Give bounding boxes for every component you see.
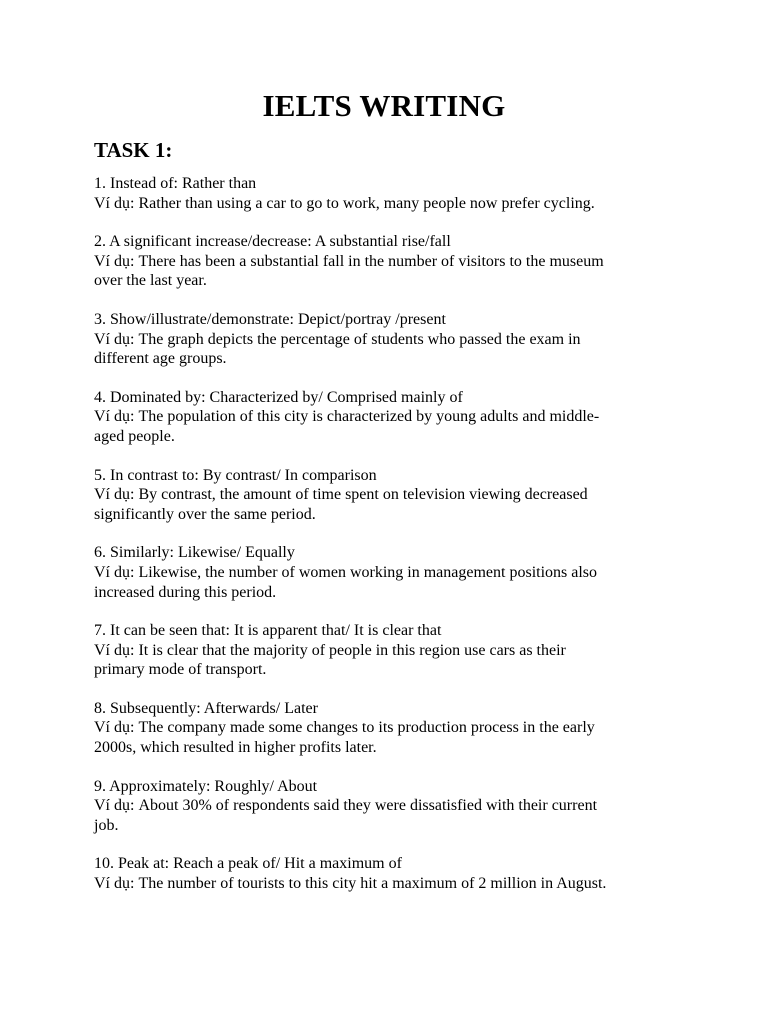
entry-heading: 5. In contrast to: By contrast/ In comparison <box>94 466 377 484</box>
entry-heading: 3. Show/illustrate/demonstrate: Depict/portray /present <box>94 310 446 328</box>
document-title: IELTS WRITING <box>262 88 506 123</box>
example-text: The number of tourists to this city hit a maximum of 2 million in August. <box>138 875 607 893</box>
example-label: Ví dụ: <box>94 875 135 893</box>
entry-heading: 8. Subsequently: Afterwards/ Later <box>94 699 318 717</box>
list-item <box>94 854 694 893</box>
entry-example-line <box>94 485 694 505</box>
entry-example-line <box>94 796 694 816</box>
entry-heading: 6. Similarly: Likewise/ Equally <box>94 544 295 562</box>
example-label: Ví dụ: <box>94 563 135 581</box>
example-text: The company made some changes to its production process in the early <box>138 719 595 737</box>
example-text: It is clear that the majority of people in this region use cars as their <box>138 641 566 659</box>
section-heading: TASK 1: <box>94 138 173 162</box>
entry-example-line <box>94 194 694 214</box>
entry-example-line <box>94 641 694 661</box>
list-item <box>94 466 694 525</box>
entry-example-line <box>94 563 694 583</box>
example-label: Ví dụ: <box>94 719 135 737</box>
list-item <box>94 543 694 602</box>
example-text: The population of this city is characterized by young adults and middle- <box>138 408 600 426</box>
entry-example-continuation: different age groups. <box>94 350 227 368</box>
entry-heading: 10. Peak at: Reach a peak of/ Hit a maximum of <box>94 855 402 873</box>
example-label: Ví dụ: <box>94 408 135 426</box>
entry-example-line <box>94 252 694 272</box>
entry-example-continuation: significantly over the same period. <box>94 505 316 523</box>
entry-heading: 2. A significant increase/decrease: A substantial rise/fall <box>94 233 451 251</box>
entry-example-continuation: increased during this period. <box>94 583 277 601</box>
list-item <box>94 388 694 447</box>
example-label: Ví dụ: <box>94 252 135 270</box>
example-label: Ví dụ: <box>94 641 135 659</box>
example-label: Ví dụ: <box>94 194 135 212</box>
entry-example-continuation: 2000s, which resulted in higher profits later. <box>94 739 377 757</box>
entry-example-continuation: job. <box>94 816 119 834</box>
entry-example-line <box>94 330 694 350</box>
list-item <box>94 699 694 758</box>
list-item <box>94 232 694 291</box>
list-item <box>94 621 694 680</box>
example-text: The graph depicts the percentage of students who passed the exam in <box>138 330 581 348</box>
example-text: Rather than using a car to go to work, many people now prefer cycling. <box>138 194 595 212</box>
example-label: Ví dụ: <box>94 330 135 348</box>
list-item <box>94 174 694 213</box>
entry-example-line <box>94 407 694 427</box>
example-text: About 30% of respondents said they were dissatisfied with their current <box>138 797 598 815</box>
example-label: Ví dụ: <box>94 797 135 815</box>
entry-example-line <box>94 718 694 738</box>
entry-heading: 4. Dominated by: Characterized by/ Comprised mainly of <box>94 388 463 406</box>
example-label: Ví dụ: <box>94 486 135 504</box>
example-text: Likewise, the number of women working in management positions also <box>138 563 598 581</box>
list-item <box>94 777 694 836</box>
entry-example-continuation: primary mode of transport. <box>94 661 267 679</box>
entry-example-continuation: aged people. <box>94 427 175 445</box>
entry-heading: 9. Approximately: Roughly/ About <box>94 777 318 795</box>
entry-example-line <box>94 874 694 894</box>
example-text: By contrast, the amount of time spent on television viewing decreased <box>138 486 588 504</box>
example-text: There has been a substantial fall in the number of visitors to the museum <box>138 252 604 270</box>
entry-example-continuation: over the last year. <box>94 272 207 290</box>
list-item <box>94 310 694 369</box>
phrase-list <box>94 174 694 913</box>
entry-heading: 7. It can be seen that: It is apparent that/ It is clear that <box>94 622 442 640</box>
entry-heading: 1. Instead of: Rather than <box>94 175 257 192</box>
